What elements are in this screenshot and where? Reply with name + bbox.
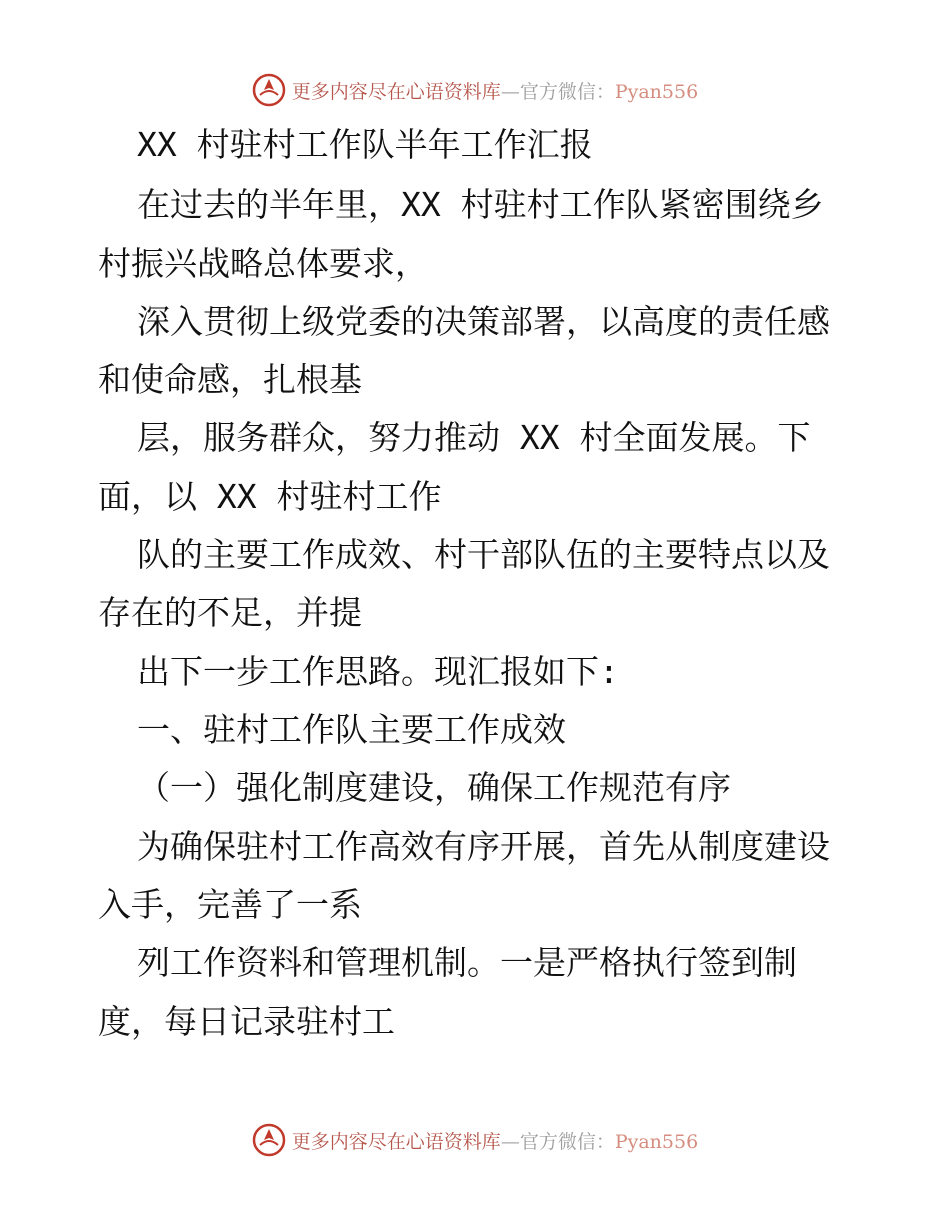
header-banner xyxy=(0,70,950,110)
paragraph-line: 村振兴战略总体要求， xyxy=(98,244,428,283)
paragraph-line: 度，每日记录驻村工 xyxy=(98,1002,395,1041)
book-quill-logo-icon xyxy=(252,1123,286,1157)
banner-official-label: 官方微信： xyxy=(519,80,615,103)
paragraph-line: 队的主要工作成效、村干部队伍的主要特点以及 xyxy=(137,535,830,574)
banner-official-label: 官方微信： xyxy=(519,1130,615,1153)
paragraph-line: 列工作资料和管理机制。一是严格执行签到制 xyxy=(137,943,797,982)
book-quill-logo-icon xyxy=(252,73,286,107)
paragraph-line: 面，以 XX 村驻村工作 xyxy=(98,477,442,516)
banner-text xyxy=(292,1127,698,1154)
banner-dash: — xyxy=(500,80,520,103)
paragraph-line: 在过去的半年里，XX 村驻村工作队紧密围绕乡 xyxy=(137,185,824,224)
banner-wechat-id: Pyan556 xyxy=(614,80,699,103)
subsection-heading: （一）强化制度建设，确保工作规范有序 xyxy=(137,768,731,807)
paragraph-line: 层，服务群众，努力推动 XX 村全面发展。下 xyxy=(137,418,811,457)
paragraph-line: 出下一步工作思路。现汇报如下: xyxy=(137,652,619,691)
document-title: XX 村驻村工作队半年工作汇报 xyxy=(137,125,593,164)
paragraph-line: 和使命感，扎根基 xyxy=(98,360,362,399)
banner-wechat-id: Pyan556 xyxy=(614,1130,699,1153)
banner-dash: — xyxy=(500,1130,520,1153)
paragraph-line: 存在的不足，并提 xyxy=(98,593,362,632)
paragraph-line: 深入贯彻上级党委的决策部署，以高度的责任感 xyxy=(137,302,830,341)
footer-banner xyxy=(0,1120,950,1160)
banner-text xyxy=(292,77,698,104)
banner-brand: 更多内容尽在心语资料库 xyxy=(291,80,501,103)
paragraph-line: 为确保驻村工作高效有序开展，首先从制度建设 xyxy=(137,827,830,866)
paragraph-line: 入手，完善了一系 xyxy=(98,885,362,924)
section-heading: 一、驻村工作队主要工作成效 xyxy=(137,710,566,749)
banner-brand: 更多内容尽在心语资料库 xyxy=(291,1130,501,1153)
